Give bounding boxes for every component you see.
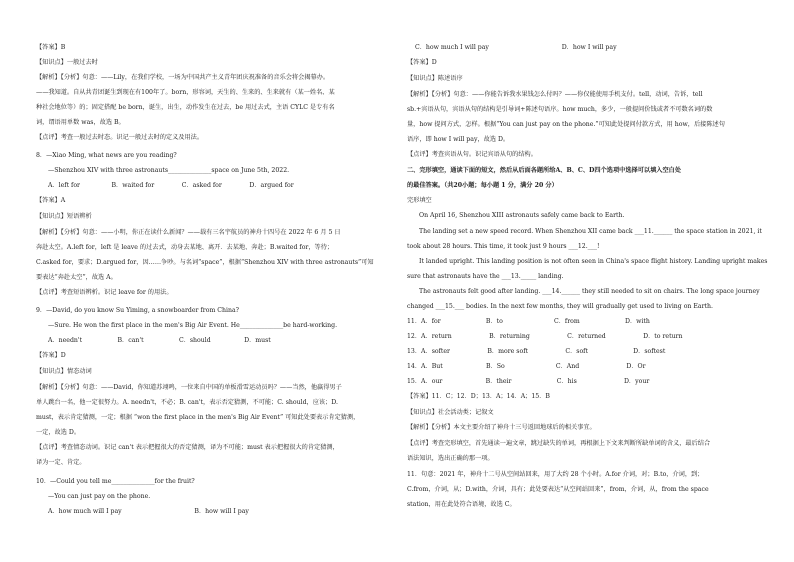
- text-line: The landing set a new speed record. When Shenzhou XII came back ___11.______ the space station in 2021, it: [419, 228, 762, 235]
- text-line: 单人跳台一名，他一定很努力。A. needn't，不必；B. can't，表示否定猜测，不可能；C. should，应该；D.: [36, 399, 338, 406]
- text-line: 【答案】A: [36, 197, 66, 204]
- text-line: 【答案】11．C；12．D；13．A；14．A；15．B: [407, 393, 550, 400]
- text-line: 一定，故选 D。: [36, 429, 81, 436]
- text-line: 【解析】【分析】句意：——小明，你正在读什么新闻？——载有三名宇航员的神舟十四号在 2022 年 6 月 5 日: [36, 229, 341, 236]
- text-line: The astronauts felt good after landing. ___14.______ they still needed to sit on chairs. The long space journey: [419, 288, 760, 295]
- text-line: 11．句意：2021 年，神舟十二号从空间站回来，用了大约 28 个小时。A.for 介词，对；B.to，介词，到；: [407, 471, 704, 478]
- text-line: took about 28 hours. This time, it took just 9 hours ___12.___!: [407, 243, 600, 250]
- text-line: —You can just pay on the phone.: [48, 493, 151, 500]
- text-line: 【知识点】社会活动类；记叙文: [407, 409, 494, 416]
- text-line: sb.+宾语从句，宾语从句的结构是引导词+陈述句语序。how much，多少，一般提问价钱或者不可数名词的数: [407, 106, 713, 113]
- text-line: It landed upright. This landing position is not often seen in China's space flight history. Landing upright makes: [419, 258, 768, 265]
- text-line: 9．—David, do you know Su Yiming, a snowboarder from China?: [36, 307, 239, 314]
- text-line: A．left for B．waited for C．asked for D．argued for: [48, 182, 294, 189]
- text-line: 【答案】B: [36, 44, 66, 51]
- text-line: 【答案】D: [407, 59, 437, 66]
- text-line: A．how much will I pay B．how will I pay: [48, 508, 249, 515]
- text-line: 量，how 提问方式，怎样。根据“You can just pay on the phone.”可知此处提问付款方式，用 how，后接陈述句: [407, 121, 725, 128]
- text-line: 的最佳答案。（共20小题；每小题 1 分，满分 20 分）: [407, 182, 558, 189]
- text-line: 词，谓语用单数 was，故选 B。: [36, 119, 125, 126]
- text-line: On April 16, Shenzhou XIII astronauts safely came back to Earth.: [419, 212, 625, 219]
- text-line: 14．A．But B．So C．And D．Or: [407, 363, 646, 370]
- text-line: 【知识点】一般过去时: [36, 59, 98, 66]
- text-line: 语序，即 how I will pay，故选 D。: [407, 136, 510, 143]
- text-line: 【点评】考查短语辨析。识记 leave for 的用法。: [36, 289, 173, 296]
- text-line: 【解析】【分析】句意：——Lily，在我们学校，一场为中国共产主义青年团庆祝准备的音乐会将会揭幕办。: [36, 74, 330, 81]
- text-line: 【知识点】短语辨析: [36, 213, 92, 220]
- text-line: 13．A．softer B．more soft C．soft D．softest: [407, 348, 666, 355]
- text-line: C．how much I will pay D．how I will pay: [415, 44, 617, 51]
- text-line: changed ___15.___ bodies. In the next few months, they will gradually get used to living on Earth.: [407, 303, 713, 310]
- text-line: 完形填空: [407, 197, 432, 204]
- text-line: 【点评】考查完形填空，首先通读一遍文章，跳过缺失的单词，再根据上下文来判断所缺单词的含义，最后结合: [407, 440, 711, 447]
- text-line: C.asked for，要求；D.argued for，因……争吵。与名词“space”，根据“Shenzhou XIV with three astronauts”可知: [36, 259, 374, 266]
- text-line: 二、完形填空，通读下面的短文，然后从后面各题所给A、B、C、D四个选项中选择可以填入空白处: [407, 167, 682, 174]
- text-line: 奔赴太空。A.left for，left 是 leave 的过去式，动身去某地、离开．去某地、奔赴；B.waited for，等待；: [36, 244, 334, 251]
- text-line: ——我知道。自从共青团诞生到现在有100年了。born，形容词，天生的、生来的、生来就有（某一姓名、某: [36, 89, 335, 96]
- text-line: 【解析】【分析】句意：——David，你知道苏翊鸣，一位来自中国的单板滑雪运动员吗？——当然，他赢得男子: [36, 384, 342, 391]
- text-line: 译为一定、肯定。: [36, 459, 86, 466]
- text-line: 【点评】考查一般过去时态。识记一般过去时的定义及用法。: [36, 134, 204, 141]
- text-line: 要表达“奔赴太空”，故选 A。: [36, 274, 117, 281]
- text-line: 语法知识，选出正确的那一项。: [407, 455, 494, 462]
- text-line: —Shenzhou XIV with three astronauts______________space on June 5th, 2022.: [48, 167, 290, 174]
- text-line: sure that astronauts have the ___13._____ landing.: [407, 273, 564, 280]
- text-line: station，用在此处符合语境，故选 C。: [407, 501, 516, 508]
- text-line: A．needn't B．can't C．should D．must: [48, 337, 271, 344]
- text-line: C.from，介词，从；D.with，介词，具有；此处要表达“从空间站回来”，from，介词，从，from the space: [407, 486, 709, 493]
- text-line: 12．A．return B．returning C．returned D．to return: [407, 333, 683, 340]
- text-line: 【答案】D: [36, 352, 66, 359]
- text-line: 【解析】【分析】本文主要介绍了神舟十三号返回地球后的相关事宜。: [407, 424, 596, 431]
- text-line: 【知识点】陈述语序: [407, 75, 463, 82]
- text-line: —Sure. He won the first place in the men's Big Air Event. He______________be hard-working.: [48, 322, 338, 329]
- text-line: 【解析】【分析】句意：——你能告诉我水果钱怎么付吗？——你仅能使用手机支付。tell，动词，告诉，tell: [407, 91, 703, 98]
- text-line: 【点评】考查情态动词。识记 can't 表示把握很大的否定猜测，译为不可能；must 表示把握很大的肯定猜测，: [36, 444, 339, 451]
- text-line: 【知识点】情态动词: [36, 368, 92, 375]
- text-line: 种社会地位等）的；固定搭配 be born，诞生，出生，动作发生在过去，be 用过去式，主语 CYLC 是专有名: [36, 104, 335, 111]
- text-line: must，表示肯定猜测，一定；根据 “won the first place in the men's Big Air Event” 可知此处要表示肯定猜测，: [36, 414, 360, 421]
- text-line: 10．—Could you tell me______________for the fruit?: [36, 478, 195, 485]
- text-line: 8．—Xiao Ming, what news are you reading?: [36, 152, 177, 159]
- text-line: 11．A．for B．to C．from D．with: [407, 318, 650, 325]
- text-line: 15．A．our B．their C．his D．your: [407, 378, 650, 385]
- text-line: 【点评】考查宾语从句。识记宾语从句的结构。: [407, 151, 537, 158]
